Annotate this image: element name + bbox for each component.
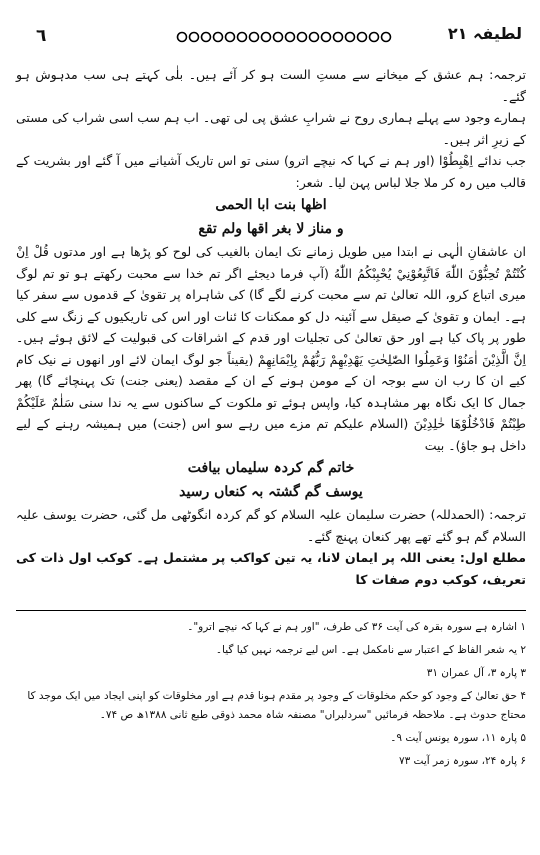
persian-verse-line: خاتم گم کردہ سلیماں بیافت <box>187 460 355 476</box>
persian-verse-line: یوسف گم گشتہ بہ کنعاں رسید <box>179 484 363 500</box>
decorative-chain-ornament <box>174 28 394 46</box>
section-heading-paragraph: مطلع اول: یعنی اللہ پر ایمان لانا، یہ تین کواکب پر مشتمل ہے۔ کوکب اول ذات کی تعریف، کوکب دوم صفات کا <box>16 550 526 587</box>
translation-paragraph: ترجمہ: (الحمدللہ) حضرت سلیمان علیہ السلام کو گم کردہ انگوٹھی مل گئی، حضرت یوسف علیہ السلام گم ہو گئے تھے پھر کنعان پہنچ گئے۔ <box>16 507 526 544</box>
paragraph: ہمارے وجود سے پہلے ہماری روح نے شرابِ عشق پی لی تھی۔ اب ہم سب اسی شراب کی مستی کے زیرِ اثر ہیں۔ <box>16 110 526 147</box>
footnote: ۴ حق تعالیٰ کے وجود کو حکم مخلوقات کے وجود پر مقدم ہونا قدم ہے اور مخلوقات کو اپنی ایجاد میں ایک موجد کا محتاج حدوث ہے۔ ملاحظہ فرمائیں "سردلبراں" مصنفہ شاہ محمد ذوقی طبع ثانی ۱۳۸۸ھ ص ۷۴۔ <box>27 690 526 721</box>
footnote: ۲ یہ شعر الفاظ کے اعتبار سے نامکمل ہے۔ اس لیے ترجمہ نہیں کیا گیا۔ <box>215 644 526 656</box>
footnotes <box>16 618 526 775</box>
running-title: لطیفہ ۲۱ <box>447 24 522 43</box>
arabic-verse-line: و مناز لا بغر اقها ولم تقع <box>198 221 344 237</box>
footnote-divider <box>16 610 526 611</box>
page-header <box>14 22 526 52</box>
paragraph: ان عاشقانِ الٰہی نے ابتدا میں طویل زمانے تک ایمان بالغیب کی لوح کو پڑھا ہے اور مدتوں قُلْ اِنْ كُنْتُمْ تُحِبُّوْنَ اللّٰهَ فَاتَّبِعُوْنِيْ يُحْبِبْكُمُ اللّٰهُ (آپ فرما دیجئے اگر تم خدا سے محبت رکھتے ہو تو تم لوگ میری اتباع کرو، اللہ تعالیٰ تم سے محبت کرنے لگے گا) کی شاہراہ پر تقویٰ کے قدموں سے سفر کیا ہے۔ ایمان و تقویٰ کے صیقل سے آئینہ دل کو ممکنات کا ئنات اور اس کی تاریکیوں کے زنگ سے کلی طور پر پاک کیا ہے اور حق تعالیٰ کی تجلیات اور قدم کے اشراقات کی قبولیت کے لائق ہوئے ہیں۔ اِنَّ الَّذِيْنَ اٰمَنُوْا وَعَمِلُوا الصّٰلِحٰتِ يَهْدِيْهِمْ رَبُّهُمْ بِاِيْمَانِهِمْ (یقیناً جو لوگ ایمان لائے اور انھوں نے نیک کام کیے ان کا رب ان سے بوجہ ان کے مومن ہونے کے ان کے مقصد (یعنی جنت) تک پہنچائے گا) پھر جمال کا ایک نگاہ بھر مشاہدہ کیا، واپس ہوئے تو ملکوت کے ساکنوں سے یہ ندا سنی سَلٰمٌ عَلَيْكُمْ طِبْتُمْ فَادْخُلُوْهَا خٰلِدِيْنَ (السلام علیکم تم مزے میں رہے سو اس (جنت) میں ہمیشہ رہنے کے لیے داخل ہو جاؤ)۔ بیت <box>16 244 526 453</box>
footnote: ۳ پارہ ۳، آل عمران ۳۱ <box>426 667 526 679</box>
footnote: ۱ اشارہ ہے سورہ بقرہ کی آیت ۳۶ کی طرف، "اور ہم نے کہا کہ نیچے اترو"۔ <box>187 621 526 633</box>
paragraph: جب ندائے اِهْبِطُوْا (اور ہم نے کہا کہ نیچے اترو) سنی تو اس تاریک آشیانے میں آ گئے اور بشریت کے قالب میں رہ کر ملا جلا لباس پہن لیا۔ شعر: <box>16 153 526 190</box>
main-text <box>16 64 526 590</box>
page-number: ٦ <box>36 26 47 46</box>
translation-paragraph: ترجمہ: ہم عشق کے میخانے سے مستِ الست ہو کر آئے ہیں۔ بلٰی کہتے ہی سب مدہوش ہو گئے۔ <box>16 67 526 104</box>
footnote: ۵ پارہ ۱۱، سورہ یونس آیت ۹۔ <box>390 732 526 744</box>
footnote: ۶ پارہ ۲۴، سورہ زمر آیت ۷۳ <box>398 755 526 767</box>
arabic-verse-line: اظها بنت ابا الحمى <box>215 197 327 213</box>
